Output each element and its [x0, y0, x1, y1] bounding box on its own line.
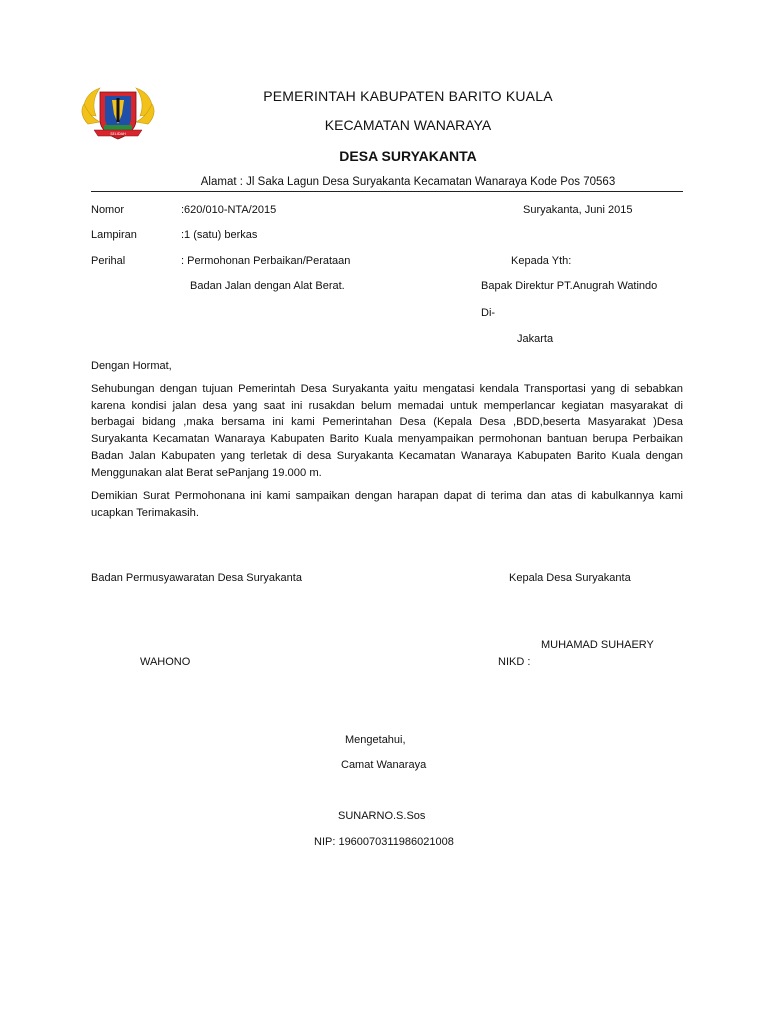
acknowledgement-nip: NIP: 196007031198602100​8 — [314, 836, 454, 848]
salutation: Dengan Hormat, — [91, 360, 172, 372]
perihal-label: Perihal — [91, 255, 126, 267]
recipient-city: Jakarta — [517, 333, 554, 345]
lampiran-value: :1 (satu) berkas — [181, 229, 258, 241]
signature-right-name: MUHAMAD SUHAERY — [541, 639, 654, 651]
acknowledgement-name: SUNARNO.S.Sos — [338, 810, 426, 822]
signature-right-nikd: NIKD : — [498, 656, 531, 668]
letterhead-regency: PEMERINTAH KABUPATEN BARITO KUALA — [263, 88, 553, 104]
letterhead-district: KECAMATAN WANARAYA — [324, 117, 492, 133]
signature-left-name: WAHONO — [140, 656, 191, 668]
nomor-value: :620/010-NTA/2015 — [181, 204, 277, 216]
letter-date: Suryakanta, Juni 2015 — [523, 204, 633, 216]
recipient-greeting: Kepada Yth: — [511, 255, 572, 267]
perihal-value-line2: Badan Jalan dengan Alat Berat. — [190, 280, 345, 292]
letterhead-village: DESA SURYAKANTA — [339, 148, 477, 164]
signature-left-title: Badan Permusyawaratan Desa Suryakanta — [91, 572, 302, 584]
signature-right-title: Kepala Desa Suryakanta — [509, 572, 631, 584]
recipient-di: Di- — [481, 307, 496, 319]
letterhead-divider — [91, 191, 683, 192]
logo-ribbon-text: SELIDAH — [110, 131, 126, 136]
acknowledgement-label: Mengetahui, — [345, 734, 406, 746]
body-paragraph-1: Sehubungan dengan tujuan Pemerintah Desa Suryakanta yaitu mengatasi kendala Transportasi yang di sebabkan karena kondisi jalan desa yang saat ini rusakdan belum memadai untuk memperlancar kegiatan masyarakat di berbagai bidang ,maka bersama ini kami Pemerintahan Desa (Kepala Desa ,BDD,beserta Masyarakat )Desa Suryakanta Kecamatan Wanaraya Kabupaten Barito Kuala menyampaikan permohonan bantuan berupa Perbaikan Badan Jalan Kabupaten yang terletak di desa Suryakanta Kecamatan Wanaraya Kabupaten Barito Kuala dengan Menggunakan alat Berat sePanjang 19.000 m. — [91, 383, 683, 479]
recipient-name: Bapak Direktur PT.Anugrah Watindo — [481, 280, 658, 292]
acknowledgement-title: Camat Wanaraya — [341, 759, 427, 771]
nomor-label: Nomor — [91, 204, 125, 216]
lampiran-label: Lampiran — [91, 229, 137, 241]
body-paragraph-2: Demikian Surat Permohonana ini kami sampaikan dengan harapan dapat di terima dan atas di kabulkannya kami ucapkan Terimakasih. — [91, 490, 683, 519]
letterhead-address: Alamat : Jl Saka Lagun Desa Suryakanta Kecamatan Wanaraya Kode Pos 70563 — [200, 176, 616, 188]
perihal-value-line1: : Permohonan Perbaikan/Perataan — [181, 255, 351, 267]
